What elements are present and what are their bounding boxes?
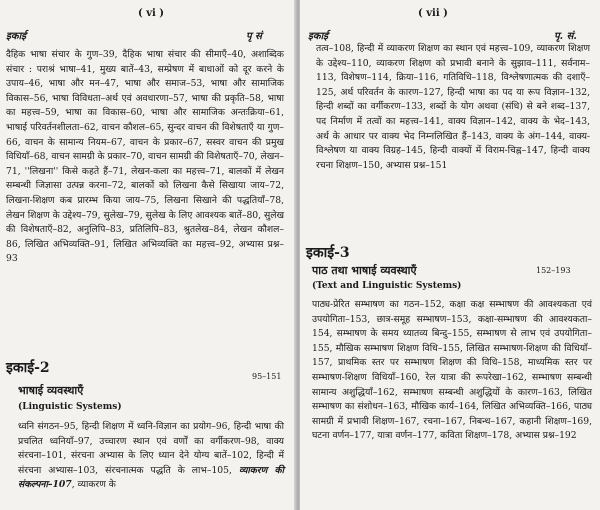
page-number: ( vii ) [418, 8, 448, 19]
unit2-continued-text: तत्व–108, हिन्दी में व्याकरण शिक्षण का स्थान एवं महत्त्व–109, व्याकरण शिक्षण के उद्देश्य–110, व्याकरण शिक्षण को प्रभावी बनाने के सुझाव–111, सर्वनाम–113, विशेषण–114, क्रिया–116, गतिविधि–118, विश्लेषणात्मक की दशाएँ–125, अर्थ परिवर्तन के कारण–127, हिन्दी भाषा का पद या रूप विज्ञान–132, हिन्दी शब्दों का वर्गीकरण–133, शब्दों के योग अथवा (संधि) से बने शब्द–137, पद निर्माण में तत्वों का महत्त्व–141, वाक्य विज्ञान–142, वाक्य के भेद–143, अर्थ के आधार पर वाक्य भेद निम्नलिखित हैं–143, वाक्य के अंग–144, वाक्य-विश्लेषण या वाक्य विग्रह–145, हिन्दी वाक्यों में विराम-चिह्न–147, हिन्दी वाक्य रचना शिक्षण–150, अभ्यास प्रश्न–151 [316, 43, 590, 171]
running-head: इकाई [6, 31, 27, 42]
unit3-heading: इकाई-3 [306, 245, 350, 261]
left-page [0, 0, 296, 510]
unit2-page-range: 95–151 [252, 372, 282, 381]
page-number: ( vi ) [138, 8, 165, 19]
emphasized-entry: व्याकरण की संकल्पना–107 [18, 464, 284, 491]
page-column-label: पृ सं [246, 31, 262, 42]
unit2-contents-text: ध्वनि संगठन–95, हिन्दी शिक्षण में ध्वनि-विज्ञान का प्रयोग–96, हिन्दी भाषा की प्रचलित ध्वनियाँ–97, उच्चारण स्थान एवं वर्णों का वर्गीकरण–98, वाक्य संरचना–101, संरचना अभ्यास के लिए ध्यान देने योग्य बातें–102, हिन्दी में संरचना अभ्यास–103, संरचनात्मक पद्धति के लाभ–105, व्याकरण की संकल्पना–107, व्याकरण के [18, 421, 284, 491]
unit3-title: पाठ तथा भाषाई व्यवस्थाएँ [312, 264, 417, 277]
running-head: इकाई [308, 31, 329, 42]
right-page [300, 0, 600, 510]
unit3-subtitle: (Text and Linguistic Systems) [312, 281, 462, 291]
unit2-subtitle: (Linguistic Systems) [18, 402, 122, 412]
unit3-page-range: 152–193 [536, 266, 571, 275]
unit2-title: भाषाई व्यवस्थाएँ [18, 384, 84, 397]
unit1-contents-text: दैहिक भाषा संचार के गुण–39, दैहिक भाषा संचार की सीमाएँ–40, अशाब्दिक संचार : पराश्रं भाषा–41, मुख्य बातें–43, सम्प्रेषण में बाधाओं को दूर करने के उपाय–46, भाषा और मन–47, भाषा और समाज–53, भाषा और सामाजिक विकास–56, भाषा विविधता–अर्थ एवं अवधारणा–57, भाषा की प्रकृति–58, भाषा का महत्त्व–59, भाषा का विकास–60, भाषा और सामाजिक अन्तःक्रिया–61, भाषाई परिवर्तनशीलता–62, वाचन कौशल–65, सुन्दर वाचन की विशेषताएँ या गुण–66, वाचन के सामान्य नियम–67, वाचन के प्रकार–67, सस्वर वाचन की प्रमुख विधियाँ–68, वाचन सामग्री के प्रकार–70, वाचन सामग्री की विशेषताएँ–70, लेखन–71, ''लिखना'' किसे कहते हैं–71, लेखन-कला का महत्त्व–71, बालकों में लेखन सम्बन्धी जिज्ञासा उत्पन्न करना–72, बालकों को लिखना कैसे सिखाया जाय–72, लिखना-शिक्षण कब प्रारम्भ किया जाय–75, लिखना सिखाने की पद्धतियाँ–78, लेखन शिक्षण के उद्देश्य–79, सुलेख–79, सुलेख के लिए आवश्यक बातें–80, सुलेख की विशेषताएँ–82, अनुलिपि–83, प्रतिलिपि–83, श्रुतलेख–84, लेखन कौशल–86, लिखित अभिव्यक्ति–91, लिखित अभिव्यक्ति का महत्त्व–92, अभ्यास प्रश्न–93 [6, 49, 284, 265]
unit2-heading: इकाई-2 [6, 360, 50, 376]
page-column-label: पृ. सं. [554, 31, 577, 42]
unit3-contents-text: पाठ्य-प्रेरित सम्भाषण का गठन–152, कक्षा कक्ष सम्भाषण की आवश्यकता एवं उपयोगिता–153, छात्र-समूह सम्भाषण–153, कक्षा-सम्भाषण की आवश्यकता–154, सम्भाषण के समय ध्यातव्य बिन्दु–155, सम्भाषण से लाभ एवं उपयोगिता–155, मौखिक सम्भाषण शिक्षण विधि–155, लिखित सम्भाषण-शिक्षण की विधियाँ–157, प्राथमिक स्तर पर सम्भाषण शिक्षण की विधि–158, माध्यमिक स्तर पर सम्भाषण-शिक्षण विधियाँ–160, रेल यात्रा की रूपरेखा–162, सम्भाषण सम्बन्धी सामान्य अशुद्धियाँ–162, सम्भाषण सम्बन्धी अशुद्धियों के कारण–163, लिखित सम्भाषण का संशोधन–163, मौखिक कार्य–164, लिखित अभिव्यक्ति–166, पाठ्य सामग्री में प्रभावी शिक्षण–167, रचना–167, निबन्ध–167, कहानी शिक्षण–169, घटना वर्णन–177, यात्रा वर्णन–177, कविता शिक्षण–178, अभ्यास प्रश्न–192 [312, 299, 592, 442]
